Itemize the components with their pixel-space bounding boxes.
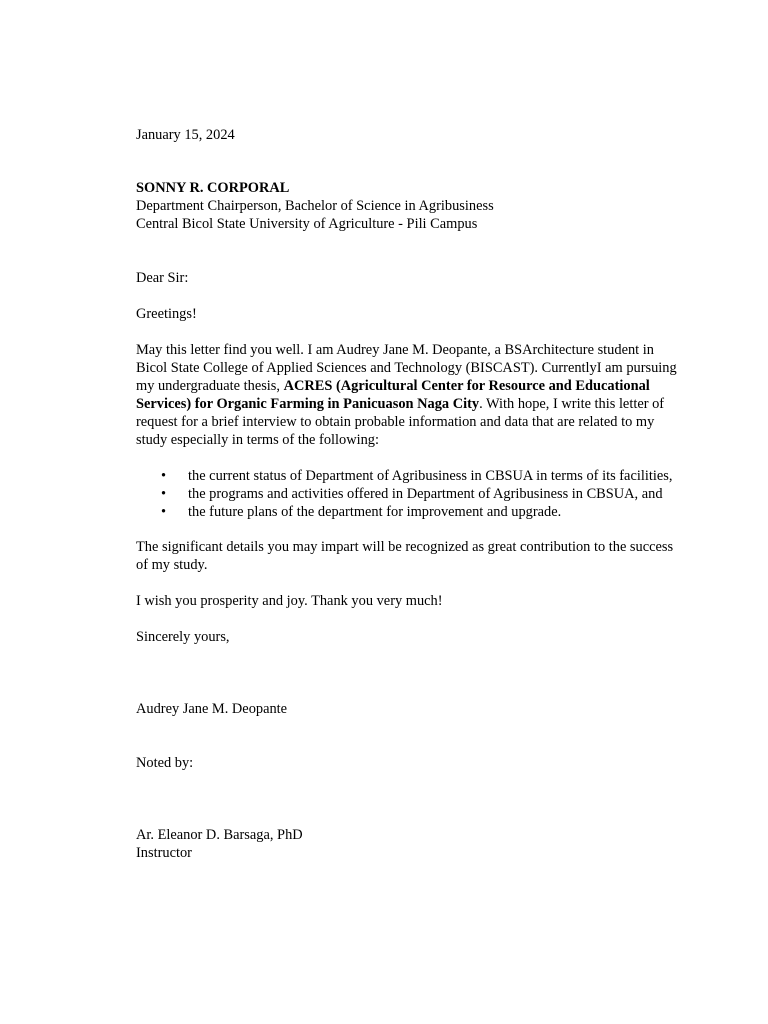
significance-paragraph: The significant details you may impart will be recognized as great contribution to the success of my study. — [136, 539, 674, 573]
wishes-paragraph: I wish you prosperity and joy. Thank you very much! — [136, 593, 443, 609]
noted-by-label: Noted by: — [136, 755, 194, 771]
thesis-title: ACRES (Agricultural Center for Resource and Educational Services) for Organic Farming in Panicuason Naga City — [136, 378, 650, 412]
intro-text-part1: May this letter find you well. I am Audrey Jane M. Deopante, a BSArchitecture student in Bicol State College of Applied Sciences and Technology (BISCAST). CurrentlyI am pursuing my undergraduate thesis, — [136, 342, 677, 394]
noter-block — [136, 826, 684, 862]
closing: Sincerely yours, — [136, 629, 230, 645]
recipient-title: Department Chairperson, Bachelor of Science in Agribusiness — [136, 198, 494, 214]
list-item-text: the future plans of the department for improvement and upgrade. — [188, 504, 562, 520]
list-item — [136, 503, 684, 521]
request-list — [136, 467, 684, 521]
noter-name: Ar. Eleanor D. Barsaga, PhD — [136, 827, 303, 843]
salutation: Dear Sir: — [136, 270, 189, 286]
letter-document — [136, 126, 684, 862]
bullet-icon: • — [161, 486, 167, 502]
list-item-text: the current status of Department of Agribusiness in CBSUA in terms of its facilities, — [188, 468, 673, 484]
recipient-name: SONNY R. CORPORAL — [136, 180, 290, 196]
author-name: Audrey Jane M. Deopante — [136, 701, 288, 717]
noter-title: Instructor — [136, 845, 192, 861]
list-item-text: the programs and activities offered in Department of Agribusiness in CBSUA, and — [188, 486, 663, 502]
bullet-icon: • — [161, 504, 167, 520]
list-item — [136, 467, 684, 485]
recipient-block — [136, 179, 684, 233]
intro-text-part2: . With hope, I write this letter of request for a brief interview to obtain probable information and data that are related to my study especially in terms of the following: — [136, 396, 665, 448]
greeting: Greetings! — [136, 306, 197, 322]
letter-date: January 15, 2024 — [136, 127, 235, 143]
recipient-institution: Central Bicol State University of Agriculture - Pili Campus — [136, 216, 478, 232]
list-item — [136, 485, 684, 503]
intro-paragraph — [136, 341, 684, 449]
bullet-icon: • — [161, 468, 167, 484]
